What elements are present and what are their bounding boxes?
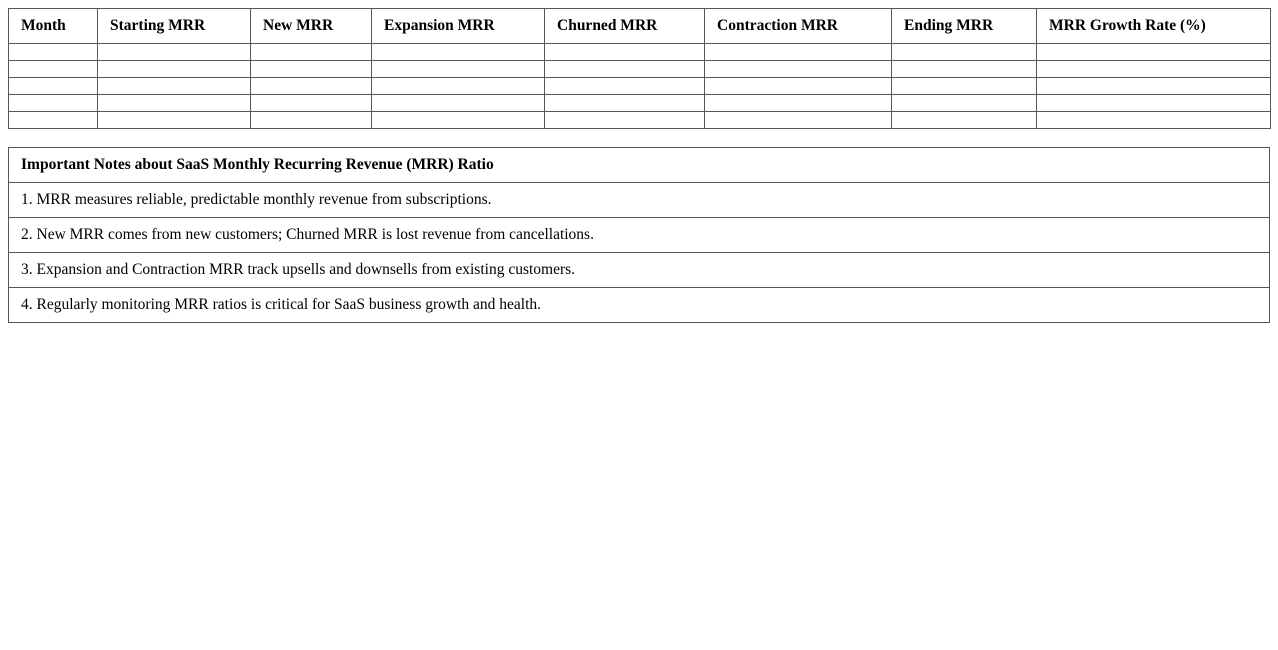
table-cell	[9, 44, 98, 61]
list-item	[9, 183, 1270, 218]
table-cell	[705, 95, 892, 112]
table-cell	[705, 44, 892, 61]
header-ending-mrr: Ending MRR	[892, 9, 1037, 44]
note-item: 1. MRR measures reliable, predictable monthly revenue from subscriptions.	[9, 183, 1270, 218]
table-cell	[372, 112, 545, 129]
table-cell	[705, 112, 892, 129]
table-cell	[98, 44, 251, 61]
header-month: Month	[9, 9, 98, 44]
table-cell	[251, 44, 372, 61]
notes-header-row	[9, 148, 1270, 183]
table-cell	[372, 78, 545, 95]
table-cell	[251, 78, 372, 95]
table-row	[9, 78, 1271, 95]
table-cell	[892, 95, 1037, 112]
table-cell	[98, 61, 251, 78]
table-cell	[98, 112, 251, 129]
note-item: 4. Regularly monitoring MRR ratios is critical for SaaS business growth and health.	[9, 288, 1270, 323]
header-contraction-mrr: Contraction MRR	[705, 9, 892, 44]
table-cell	[545, 78, 705, 95]
mrr-table	[8, 8, 1271, 129]
table-row	[9, 61, 1271, 78]
table-cell	[545, 61, 705, 78]
table-cell	[892, 61, 1037, 78]
table-row	[9, 44, 1271, 61]
table-row	[9, 95, 1271, 112]
table-cell	[9, 112, 98, 129]
table-cell	[892, 112, 1037, 129]
table-cell	[9, 61, 98, 78]
list-item	[9, 288, 1270, 323]
table-cell	[251, 95, 372, 112]
table-cell	[892, 78, 1037, 95]
table-cell	[98, 78, 251, 95]
list-item	[9, 253, 1270, 288]
table-cell	[9, 78, 98, 95]
table-cell	[251, 61, 372, 78]
table-cell	[98, 95, 251, 112]
table-cell	[251, 112, 372, 129]
table-cell	[1037, 95, 1271, 112]
table-cell	[9, 95, 98, 112]
table-cell	[1037, 44, 1271, 61]
table-cell	[545, 95, 705, 112]
note-item: 2. New MRR comes from new customers; Churned MRR is lost revenue from cancellations.	[9, 218, 1270, 253]
mrr-table-header-row	[9, 9, 1271, 44]
table-cell	[1037, 61, 1271, 78]
table-cell	[545, 44, 705, 61]
table-cell	[372, 44, 545, 61]
table-cell	[1037, 112, 1271, 129]
table-cell	[705, 61, 892, 78]
header-new-mrr: New MRR	[251, 9, 372, 44]
table-cell	[545, 112, 705, 129]
notes-table	[8, 147, 1270, 323]
table-cell	[372, 95, 545, 112]
document-page	[0, 0, 1278, 323]
header-starting-mrr: Starting MRR	[98, 9, 251, 44]
header-churned-mrr: Churned MRR	[545, 9, 705, 44]
header-mrr-growth-rate: MRR Growth Rate (%)	[1037, 9, 1271, 44]
table-cell	[892, 44, 1037, 61]
table-cell	[372, 61, 545, 78]
notes-title: Important Notes about SaaS Monthly Recurring Revenue (MRR) Ratio	[9, 148, 1270, 183]
list-item	[9, 218, 1270, 253]
note-item: 3. Expansion and Contraction MRR track upsells and downsells from existing customers.	[9, 253, 1270, 288]
header-expansion-mrr: Expansion MRR	[372, 9, 545, 44]
table-cell	[1037, 78, 1271, 95]
table-row	[9, 112, 1271, 129]
table-cell	[705, 78, 892, 95]
